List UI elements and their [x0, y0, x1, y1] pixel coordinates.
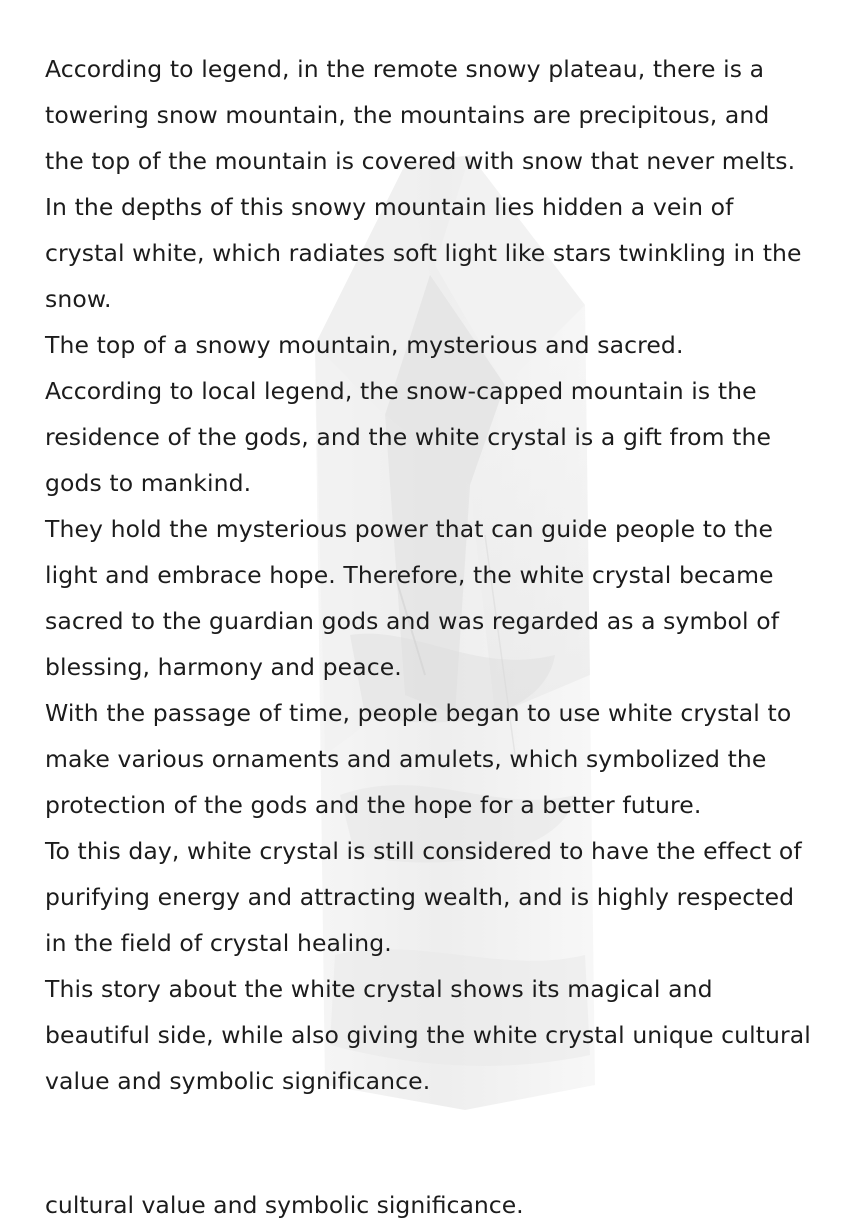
clipped-text-line: cultural value and symbolic significance. — [45, 1191, 524, 1219]
paragraph-2: In the depths of this snowy mountain lies hidden a vein of crystal white, which radiates soft light like stars twinkling in the snow. — [45, 193, 802, 313]
paragraph-7: To this day, white crystal is still considered to have the effect of purifying energy and attracting wealth, and is highly respected in the field of crystal healing. — [45, 837, 802, 957]
paragraph-3: The top of a snowy mountain, mysterious and sacred. — [45, 331, 684, 359]
paragraph-5: They hold the mysterious power that can guide people to the light and embrace hope. Therefore, the white crystal became sacred to the guardian gods and was regarded as a symbol of blessing, harmony and peace. — [45, 515, 780, 681]
paragraph-1: According to legend, in the remote snowy plateau, there is a towering snow mountain, the mountains are precipitous, and the top of the mountain is covered with snow that never melts. — [45, 55, 796, 175]
paragraph-4: According to local legend, the snow-capped mountain is the residence of the gods, and the white crystal is a gift from the gods to mankind. — [45, 377, 772, 497]
story-text — [45, 46, 815, 1104]
paragraph-6: With the passage of time, people began to use white crystal to make various ornaments and amulets, which symbolized the protection of the gods and the hope for a better future. — [45, 699, 792, 819]
paragraph-8: This story about the white crystal shows its magical and beautiful side, while also giving the white crystal unique cultural value and symbolic significance. — [45, 975, 811, 1095]
